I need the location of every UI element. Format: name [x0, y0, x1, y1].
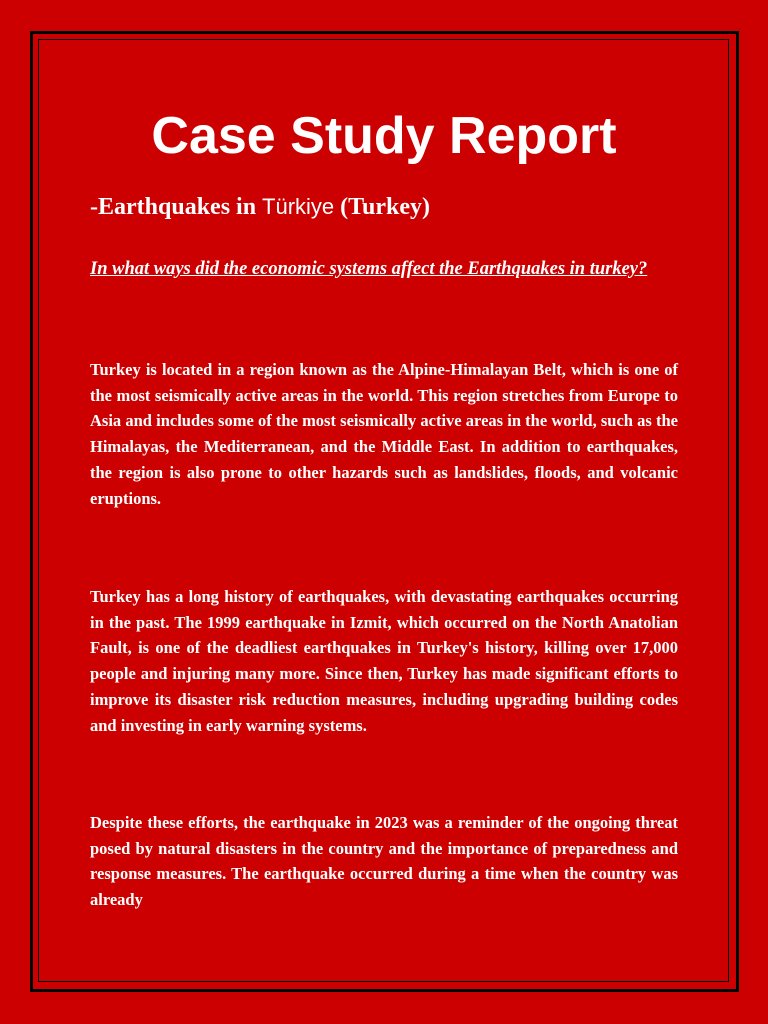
paragraph-2: Turkey has a long history of earthquakes, with devastating earthquakes occurring in the past. The 1999 earthquake in Izmit, which occurred on the North Anatolian Fault, is one of the deadliest earthquakes in Turkey's history, killing over 17,000 people and injuring many more. Since then, Turkey has made significant efforts to improve its disaster risk reduction measures, including upgrading building codes and investing in early warning systems.	[90, 587, 678, 735]
subtitle-prefix: -Earthquakes in	[90, 194, 263, 220]
subtitle-country: Türkiye	[262, 194, 335, 219]
research-question: In what ways did the economic systems affect the Earthquakes in turkey?	[90, 259, 648, 279]
subtitle-suffix: (Turkey)	[334, 194, 430, 220]
report-subtitle	[90, 192, 430, 222]
report-title: Case Study Report	[151, 107, 617, 165]
paragraph-3: Despite these efforts, the earthquake in 2023 was a reminder of the ongoing threat posed by natural disasters in the country and the importance of preparedness and response measures. The earthquake occurred during a time when the country was already	[90, 813, 678, 910]
paragraph-1: Turkey is located in a region known as the Alpine-Himalayan Belt, which is one of the most seismically active areas in the world. This region stretches from Europe to Asia and includes some of the most seismically active areas in the world, such as the Himalayas, the Mediterranean, and the Middle East. In addition to earthquakes, the region is also prone to other hazards such as landslides, floods, and volcanic eruptions.	[90, 360, 678, 508]
